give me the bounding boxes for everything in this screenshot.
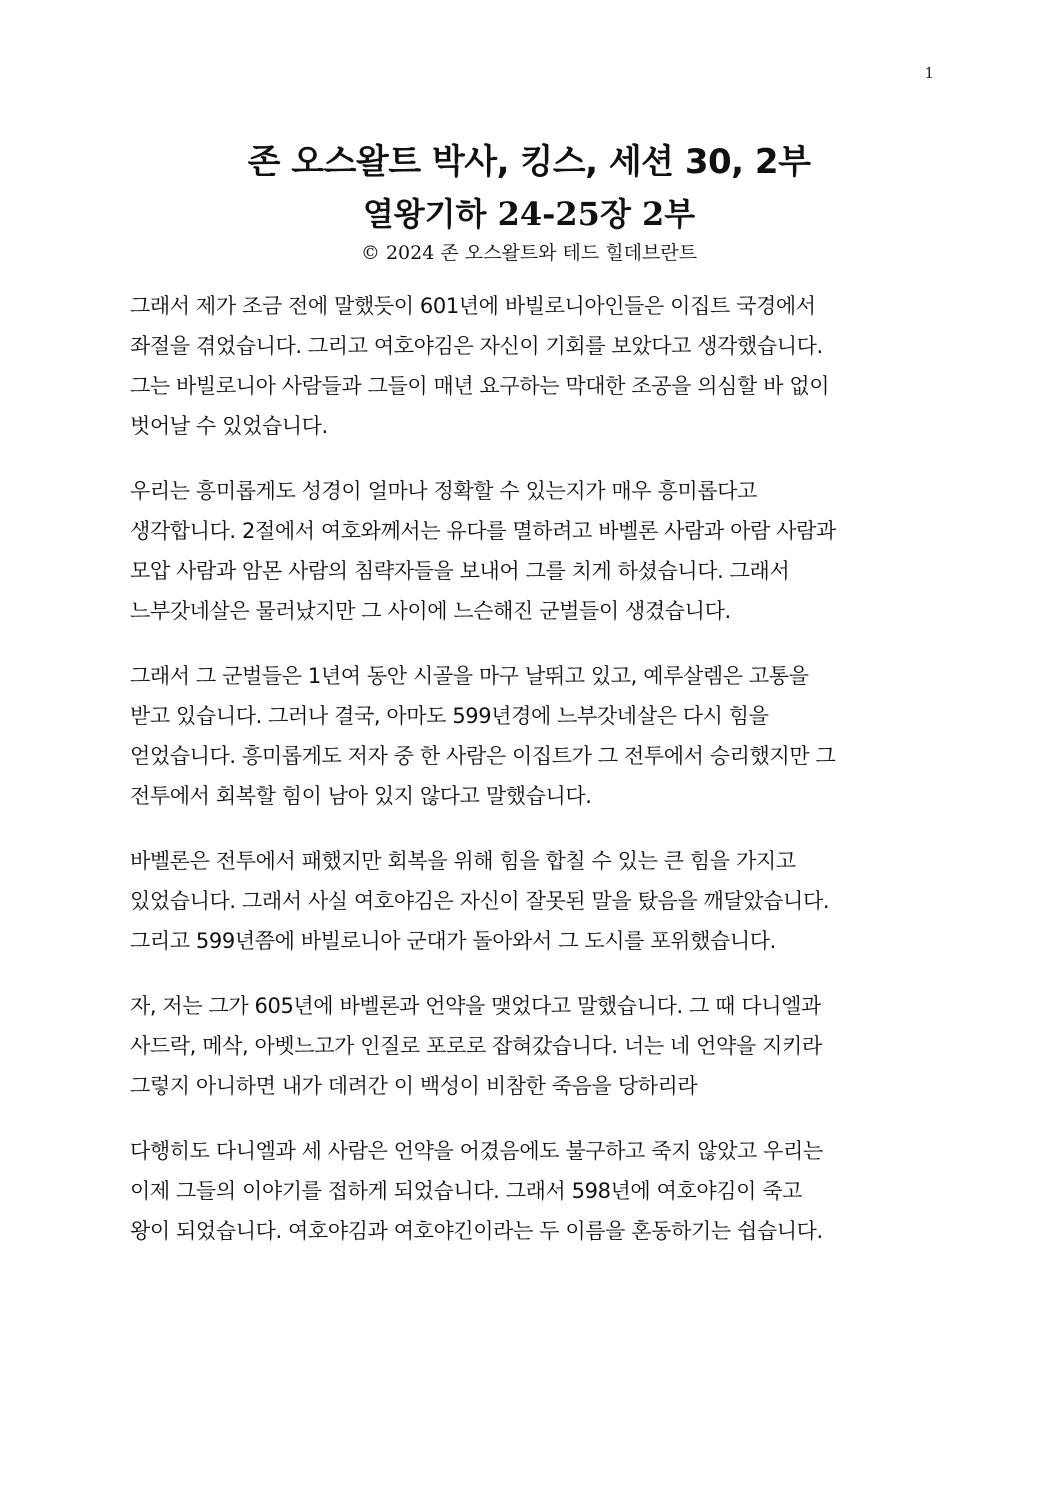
document-subtitle: 열왕기하 24-25장 2부: [362, 195, 696, 233]
body-text: [130, 286, 940, 1276]
paragraph-3: [130, 656, 940, 816]
paragraph-line: 우리는 흥미롭게도 성경이 얼마나 정확할 수 있는지가 매우 흥미롭다고: [130, 479, 757, 503]
paragraph-line: 이제 그들의 이야기를 접하게 되었습니다. 그래서 598년에 여호야김이 죽고: [130, 1179, 803, 1203]
paragraph-line: 전투에서 회복할 힘이 남아 있지 않다고 말했습니다.: [130, 784, 592, 808]
copyright-notice: © 2024 존 오스왈트와 테드 힐데브란트: [360, 242, 698, 264]
paragraph-line: 자, 저는 그가 605년에 바벨론과 언약을 맺었다고 말했습니다. 그 때 다니엘과: [130, 994, 821, 1018]
paragraph-4: [130, 841, 940, 961]
paragraph-line: 그래서 그 군벌들은 1년여 동안 시골을 마구 날뛰고 있고, 예루살렘은 고통을: [130, 664, 809, 688]
paragraph-line: 그래서 제가 조금 전에 말했듯이 601년에 바빌로니아인들은 이집트 국경에서: [130, 294, 816, 318]
paragraph-line: 생각합니다. 2절에서 여호와께서는 유다를 멸하려고 바벨론 사람과 아람 사람과: [130, 519, 836, 543]
paragraph-line: 얻었습니다. 흥미롭게도 저자 중 한 사람은 이집트가 그 전투에서 승리했지만 그: [130, 744, 836, 768]
paragraph-line: 그렇지 아니하면 내가 데려간 이 백성이 비참한 죽음을 당하리라: [130, 1074, 698, 1098]
paragraph-line: 사드락, 메삭, 아벳느고가 인질로 포로로 잡혀갔습니다. 너는 네 언약을 지키라: [130, 1034, 822, 1058]
document-title: 존 오스왈트 박사, 킹스, 세션 30, 2부: [247, 142, 811, 182]
paragraph-line: 그는 바빌로니아 사람들과 그들이 매년 요구하는 막대한 조공을 의심할 바 없이: [130, 374, 830, 398]
paragraph-line: 느부갓네살은 물러났지만 그 사이에 느슨해진 군벌들이 생겼습니다.: [130, 599, 731, 623]
paragraph-line: 있었습니다. 그래서 사실 여호야김은 자신이 잘못된 말을 탔음을 깨달았습니다.: [130, 889, 830, 913]
paragraph-line: 벗어날 수 있었습니다.: [130, 414, 328, 438]
paragraph-1: [130, 286, 940, 446]
paragraph-5: [130, 986, 940, 1106]
paragraph-2: [130, 471, 940, 631]
paragraph-line: 왕이 되었습니다. 여호야김과 여호야긴이라는 두 이름을 혼동하기는 쉽습니다.: [130, 1219, 823, 1243]
page-number: 1: [924, 64, 934, 82]
paragraph-line: 모압 사람과 암몬 사람의 침략자들을 보내어 그를 치게 하셨습니다. 그래서: [130, 559, 790, 583]
paragraph-line: 그리고 599년쯤에 바빌로니아 군대가 돌아와서 그 도시를 포위했습니다.: [130, 929, 776, 953]
paragraph-line: 다행히도 다니엘과 세 사람은 언약을 어겼음에도 불구하고 죽지 않았고 우리는: [130, 1139, 823, 1163]
paragraph-6: [130, 1131, 940, 1251]
paragraph-line: 바벨론은 전투에서 패했지만 회복을 위해 힘을 합칠 수 있는 큰 힘을 가지고: [130, 849, 796, 873]
title-block: [0, 136, 1058, 266]
paragraph-line: 받고 있습니다. 그러나 결국, 아마도 599년경에 느부갓네살은 다시 힘을: [130, 704, 769, 728]
paragraph-line: 좌절을 겪었습니다. 그리고 여호야김은 자신이 기회를 보았다고 생각했습니다.: [130, 334, 823, 358]
